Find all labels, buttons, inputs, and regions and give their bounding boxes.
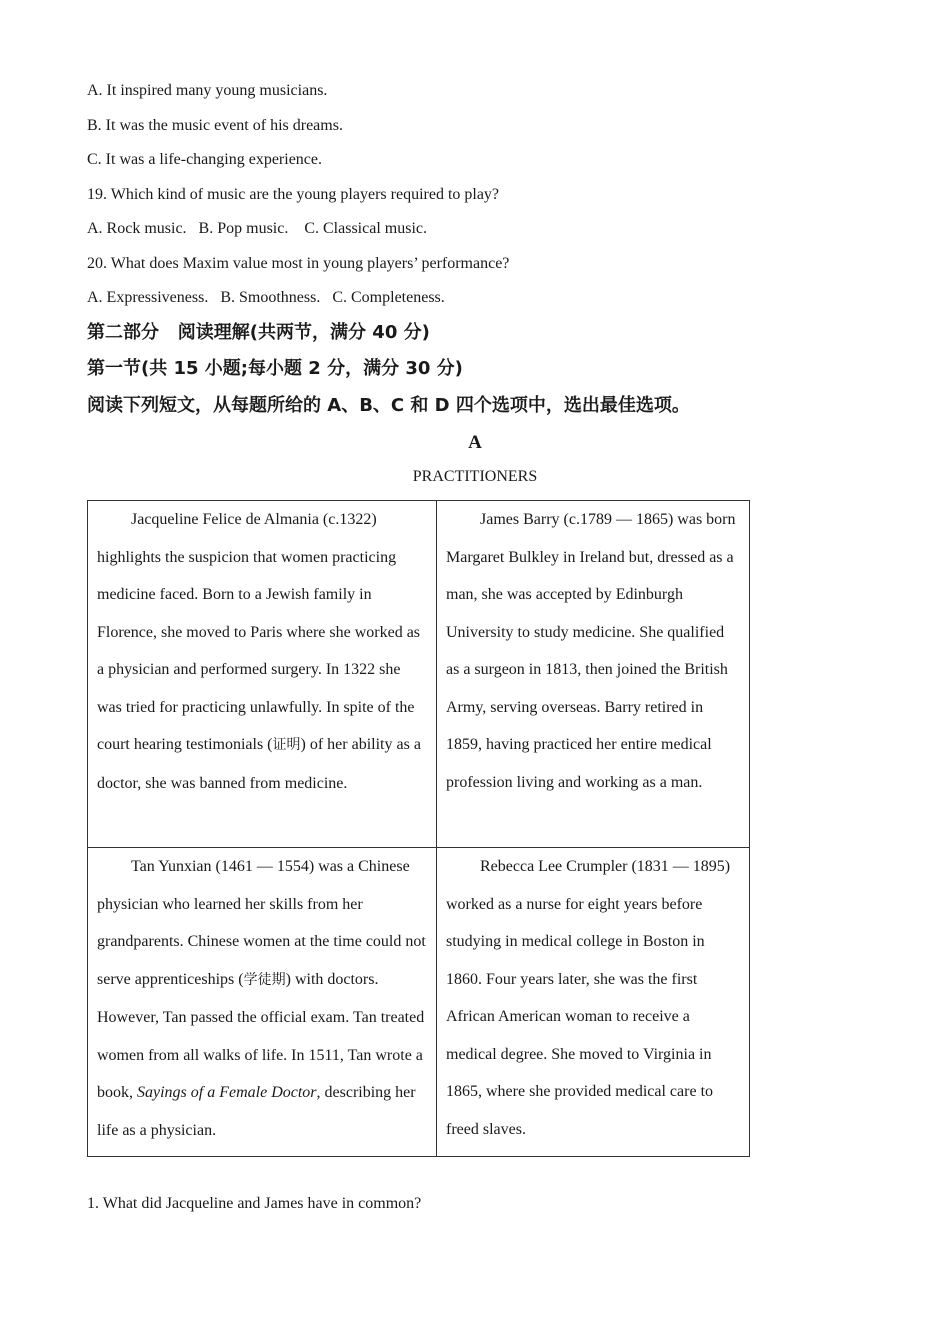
jacqueline-text: Jacqueline Felice de Almania (c.1322) highlights the suspicion that women practicing medicine faced. Born to a Jewish family in Florence, she moved to Paris where she worked as a physician and performed surgery. In 1322 she was tried for practicing unlawfully. In spite of the court hearing testimonials (证明) of her ability as a doctor, she was banned from medicine.	[97, 511, 421, 792]
q18-option-b: B. It was the music event of his dreams.	[87, 117, 343, 134]
q18-option-a: A. It inspired many young musicians.	[87, 82, 328, 99]
q20-options: A. Expressiveness. B. Smoothness. C. Completeness.	[87, 289, 445, 306]
cell-rebecca	[437, 848, 750, 1157]
section1-heading: 第一节(共 15 小题;每小题 2 分，满分 30 分)	[87, 358, 463, 379]
cell-james	[437, 501, 750, 848]
tan-text: Tan Yunxian (1461 — 1554) was a Chinese physician who learned her skills from her grandparents. Chinese women at the time could not serve apprenticeships (学徒期) with doctors. However, Tan passed the official exam. Tan treated women from all walks of life. In 1511, Tan wrote a book, Sayings of a Female Doctor, describing her life as a physician.	[97, 858, 426, 1139]
passage-title: PRACTITIONERS	[412, 468, 538, 485]
q19-question: 19. Which kind of music are the young players required to play?	[87, 186, 500, 203]
book-title: Sayings of a Female Doctor	[137, 1084, 317, 1101]
cjk-gloss: 学徒期	[243, 971, 286, 988]
james-text: James Barry (c.1789 — 1865) was born Margaret Bulkley in Ireland but, dressed as a man, she was accepted by Edinburgh University to study medicine. She qualified as a surgeon in 1813, then joined the British Army, serving overseas. Barry retired in 1859, having practiced her entire medical profession living and working as a man.	[446, 511, 736, 791]
cjk-gloss: 证明	[272, 737, 301, 753]
cell-jacqueline	[88, 501, 437, 848]
rebecca-text: Rebecca Lee Crumpler (1831 — 1895) worked as a nurse for eight years before studying in medical college in Boston in 1860. Four years later, she was the first African American woman to receive a medical degree. She moved to Virginia in 1865, where she provided medical care to freed slaves.	[446, 858, 731, 1138]
passage-letter: A	[468, 432, 482, 453]
q18-option-c: C. It was a life-changing experience.	[87, 151, 323, 168]
q1-question: 1. What did Jacqueline and James have in common?	[87, 1195, 422, 1212]
practitioners-table	[87, 500, 750, 1157]
q20-question: 20. What does Maxim value most in young players’ performance?	[87, 255, 510, 272]
q19-options: A. Rock music. B. Pop music. C. Classical music.	[87, 220, 427, 237]
part2-heading: 第二部分 阅读理解(共两节，满分 40 分)	[87, 322, 430, 343]
table-row	[88, 501, 750, 848]
cell-tan	[88, 848, 437, 1157]
instruction-heading: 阅读下列短文，从每题所给的 A、B、C 和 D 四个选项中，选出最佳选项。	[87, 395, 690, 416]
table-row	[88, 848, 750, 1157]
